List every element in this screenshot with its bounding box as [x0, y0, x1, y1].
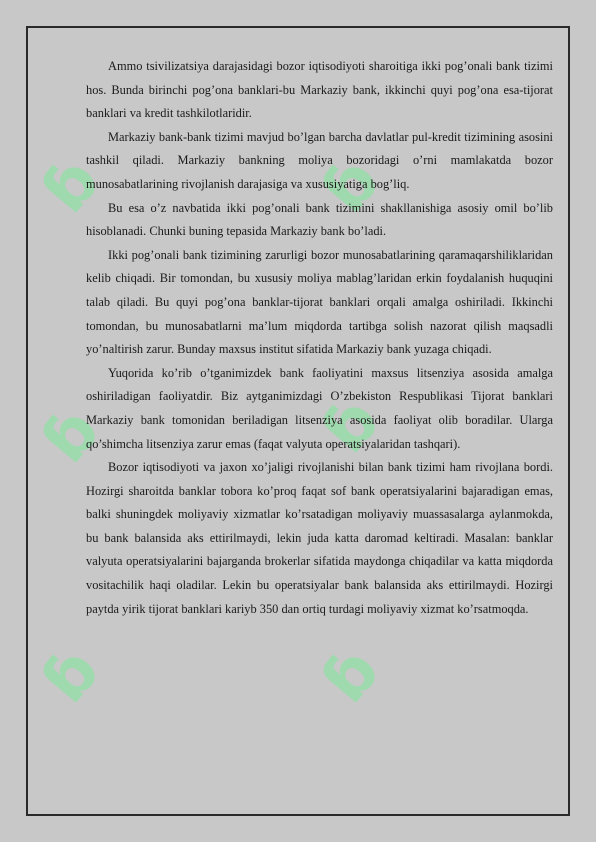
- watermark-logo: ɓ: [28, 632, 116, 718]
- watermark-logo: ɓ: [308, 632, 396, 718]
- watermark-logo: ɓ: [308, 382, 396, 468]
- paragraph: Markaziy bank-bank tizimi mavjud bo’lgan barcha davlatlar pul-kredit tizimining asosini tashkil qiladi. Markaziy bankning moliya bozoridagi o’rni mamlakatda bozor munosabatlarining rivojlanish darajasiga va xususiyatiga bog’liq.: [86, 129, 553, 191]
- paragraph: Bozor iqtisodiyoti va jaxon xo’jaligi rivojlanishi bilan bank tizimi ham rivojlana bordi. Hozirgi sharoitda banklar tobora ko’proq faqat sof bank operatsiyalarini bajaradigan emas, balki shuningdek moliyaviy xizmatlar ko’rsatadigan moliyaviy muassasalarga aylanmokda, bu bank balansida aks ettirilmaydi, lekin juda katta daromad keltiradi. Masalan: banklar valyuta operatsiyalarini bajarganda brokerlar sifatida maydonga chiqadilar va katta miqdorda vositachilik haqi oladilar. Lekin bu operatsiyalar bank balansida aks ettirilmaydi. Hozirgi paytda yirik tijorat banklari kariyb 350 dan ortiq turdagi moliyaviy xizmat ko’rsatmoqda.: [86, 460, 553, 616]
- document-body: [86, 55, 553, 621]
- document-page: [26, 26, 570, 816]
- paragraph: Ikki pog’onali bank tizimining zarurligi bozor munosabatlarining qaramaqarshiliklaridan kelib chiqadi. Bir tomondan, bu xususiy moliya mablag’laridan erkin foydalanish huquqini talab qiladi. Bu quyi pog’ona banklar-tijorat banklari orqali amalga oshiriladi. Ikkinchi tomondan, bu munosabatlarni ma’lum miqdorda tartibga solish nazorat qilish maqsadli yo’naltirish zarur. Bunday maxsus institut sifatida Markaziy bank yuzaga chiqadi.: [86, 247, 553, 357]
- paragraph: Bu esa o’z navbatida ikki pog’onali bank tizimini shakllanishiga asosiy omil bo’lib hisoblanadi. Chunki buning tepasida Markaziy bank bo’ladi.: [86, 200, 553, 239]
- watermark-logo: ɓ: [28, 142, 116, 228]
- paragraph: Yuqorida ko’rib o’tganimizdek bank faoliyatini maxsus litsenziya asosida amalga oshiriladigan faoliyatdir. Biz aytganimizdagi O’zbekiston Respublikasi Tijorat banklari Markaziy bank tomonidan beriladigan litsenziya asosida faoliyat olib boradilar. Ularga qo’shimcha litsenziya zarur emas (faqat valyuta operatsiyalaridan tashqari).: [86, 365, 553, 451]
- paragraph: Ammo tsivilizatsiya darajasidagi bozor iqtisodiyoti sharoitiga ikki pog’onali bank tizimi hos. Bunda birinchi pog’ona banklari-bu Markaziy bank, ikkinchi quyi pog’ona esa-tijorat banklari va kredit tashkilotlaridir.: [86, 59, 553, 121]
- watermark-logo: ɓ: [308, 142, 396, 228]
- watermark-logo: ɓ: [28, 392, 116, 478]
